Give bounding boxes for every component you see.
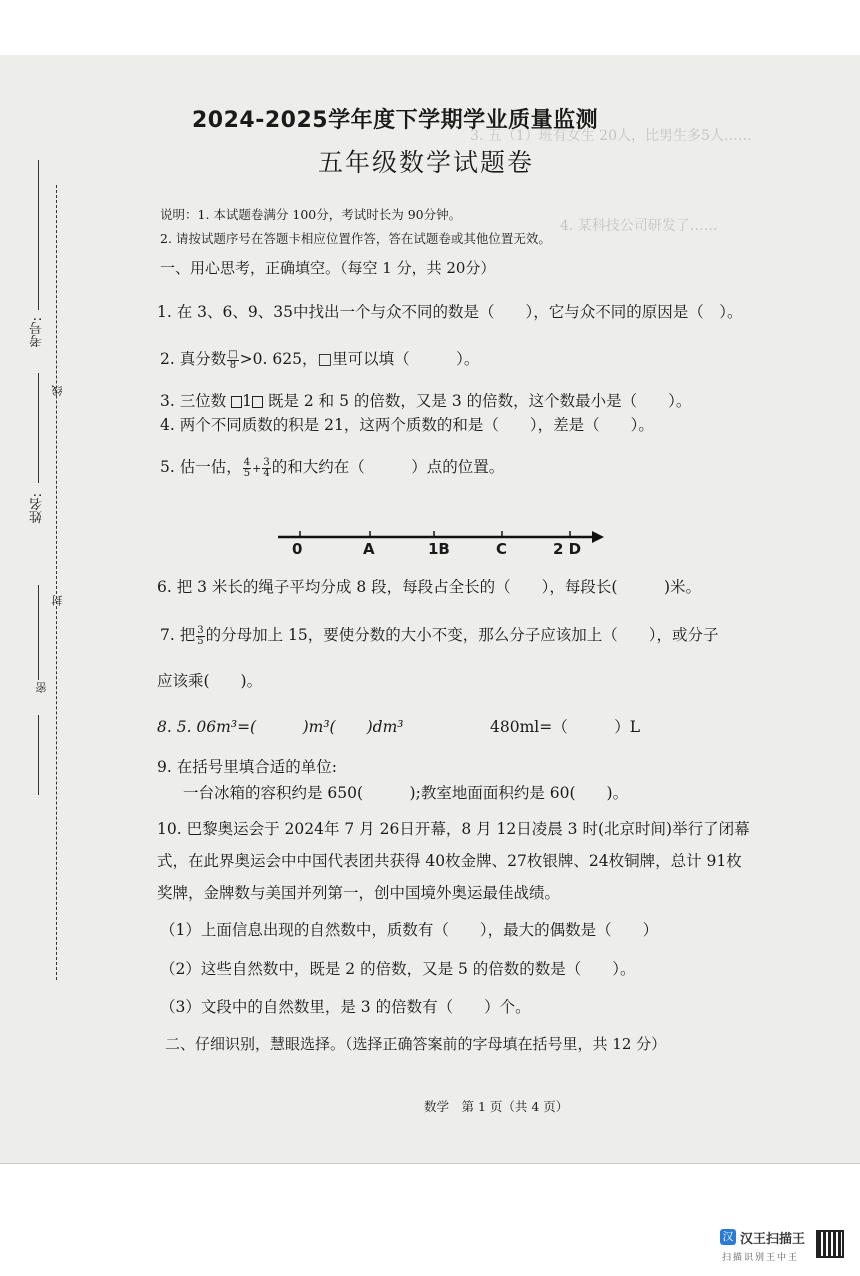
question-5-text: 的和大约在（ ）点的位置。 (271, 458, 505, 476)
fraction-numerator: □ (228, 348, 238, 360)
fraction-numerator: 4 (243, 456, 251, 468)
question-2-text: 2. 真分数 (160, 350, 227, 368)
fraction (262, 458, 270, 479)
question-2-text: >0. 625，□里可以填（ ）。 (239, 350, 480, 368)
fraction (196, 626, 204, 647)
section-1-heading: 一、用心思考，正确填空。（每空 1 分，共 20分） (160, 259, 496, 277)
question-8-part-b: 480ml=（ ）L (490, 718, 641, 736)
number-line-label-2d: 2 D (553, 540, 582, 558)
scanner-tagline: 扫描识别王中王 (722, 1253, 800, 1263)
exam-number-label: 考号: (30, 317, 45, 348)
fraction-numerator: 3 (197, 624, 204, 636)
number-line-label-0: 0 (292, 540, 303, 558)
section-2-heading: 二、仔细识别，慧眼选择。（选择正确答案前的字母填在括号里，共 12 分） (165, 1035, 667, 1053)
school-blank (38, 715, 39, 795)
number-line-arrow (592, 531, 604, 543)
question-3-digit: 1 (242, 392, 253, 410)
bleed-through-text: 3. 五（1）班有女生 20人，比男生多5人…… (470, 128, 752, 144)
question-3-text: 3. 三位数 (160, 392, 232, 410)
question-10-part-2: （2）这些自然数中，既是 2 的倍数，又是 5 的倍数的数是（ ）。 (160, 960, 636, 978)
question-10-part-3: （3）文段中的自然数里，是 3 的倍数有（ ）个。 (160, 998, 531, 1016)
question-10-line-1: 10. 巴黎奥运会于 2024年 7 月 26日开幕，8 月 12日凌晨 3 时(北京时间)举行了闭幕 (157, 820, 750, 838)
exam-subtitle: 五年级数学试题卷 (318, 148, 535, 177)
question-7-text: 的分母加上 15，要使分数的大小不变，那么分子应该加上（ ），或分子 (205, 626, 719, 644)
exam-page (0, 55, 860, 1164)
exam-number-blank (38, 160, 39, 310)
name-label: 姓名: (30, 493, 45, 524)
fraction (243, 458, 251, 479)
binding-dashed-line (56, 185, 57, 980)
scanner-brand: 汉王扫描王 (740, 1232, 806, 1247)
question-8-part-a: 8. 5. 06m³=( )m³( )dm³ (157, 718, 404, 736)
number-line-label-c: C (496, 540, 508, 558)
question-7-line-2: 应该乘( )。 (157, 672, 263, 690)
scanner-logo-icon: 汉 (720, 1229, 736, 1245)
question-5-text: 5. 估一估， (160, 458, 242, 476)
seal-mark: 密 (35, 682, 48, 693)
seal-mark: 封 (51, 595, 64, 606)
fraction-denominator: 5 (243, 467, 251, 479)
digit-box (231, 396, 242, 408)
question-3-text: 既是 2 和 5 的倍数，又是 3 的倍数，这个数最小是（ ）。 (263, 392, 692, 410)
number-line-label-a: A (363, 540, 375, 558)
instructions-line-2: 2. 请按试题序号在答题卡相应位置作答，答在试题卷或其他位置无效。 (160, 231, 551, 246)
question-2 (160, 347, 479, 371)
question-7-text: 7. 把 (160, 626, 196, 644)
number-line-label-1b: 1B (428, 540, 450, 558)
question-5 (160, 455, 504, 479)
instructions-line-1: 说明：1. 本试题卷满分 100分，考试时长为 90分钟。 (160, 207, 462, 222)
fraction-denominator: 8 (229, 359, 237, 371)
question-9-line-2: 一台冰箱的容积约是 650( );教室地面面积约是 60( )。 (183, 784, 629, 802)
fraction-denominator: 5 (197, 635, 204, 647)
bleed-through-text: 4. 某科技公司研发了…… (560, 218, 718, 234)
question-9: 9. 在括号里填合适的单位: (157, 758, 337, 776)
question-6: 6. 把 3 米长的绳子平均分成 8 段，每段占全长的（ ），每段长( )米。 (157, 578, 701, 596)
exam-title: 2024-2025学年度下学期学业质量监测 (192, 108, 599, 133)
plus-sign: + (252, 462, 262, 475)
qr-code-icon (816, 1230, 844, 1258)
question-10-line-3: 奖牌，金牌数与美国并列第一，创中国境外奥运最佳战绩。 (157, 884, 561, 902)
fraction (227, 350, 238, 371)
digit-box (252, 396, 263, 408)
fraction-denominator: 4 (263, 467, 270, 479)
page-footer: 数学 第 1 页（共 4 页） (424, 1099, 569, 1114)
question-3 (160, 389, 691, 411)
question-10-part-1: （1）上面信息出现的自然数中，质数有（ ），最大的偶数是（ ） (160, 921, 659, 939)
fraction-numerator: 3 (263, 456, 270, 468)
question-4: 4. 两个不同质数的积是 21，这两个质数的和是（ ），差是（ ）。 (160, 416, 654, 434)
class-blank (38, 585, 39, 680)
question-7 (160, 623, 719, 647)
question-1: 1. 在 3、6、9、35中找出一个与众不同的数是（ ），它与众不同的原因是（ ）。 (157, 303, 743, 321)
seal-mark: 线 (51, 385, 64, 396)
name-blank (38, 373, 39, 483)
question-10-line-2: 式，在此界奥运会中中国代表团共获得 40枚金牌、27枚银牌、24枚铜牌，总计 91枚 (157, 852, 742, 870)
